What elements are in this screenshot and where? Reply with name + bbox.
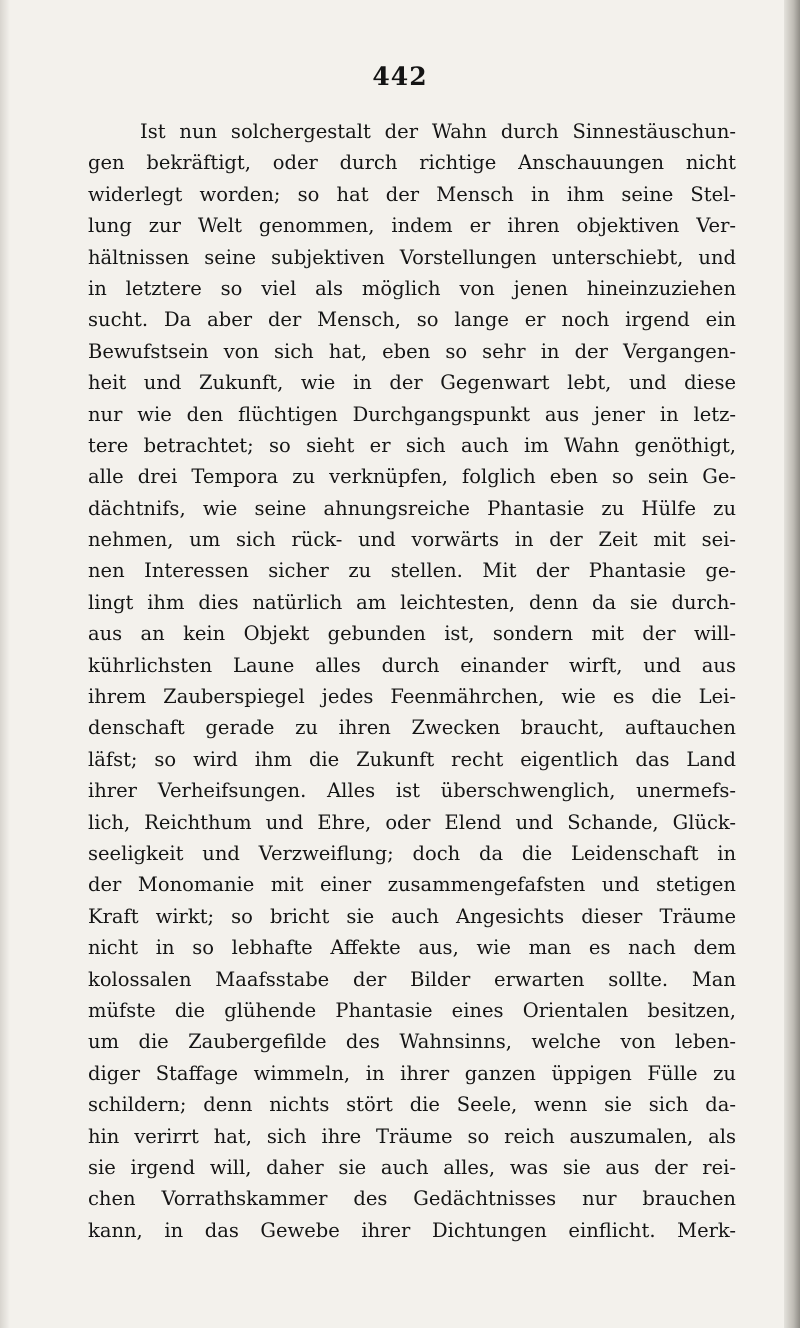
text-line: heit und Zukunft, wie in der Gegenwart lebt, und diese — [88, 371, 736, 395]
text-line: schildern; denn nichts stört die Seele, wenn sie sich da- — [88, 1093, 736, 1117]
text-line: sie irgend will, daher sie auch alles, was sie aus der rei- — [88, 1155, 736, 1179]
text-line: chen Vorrathskammer des Gedächtnisses nur brauchen — [88, 1187, 736, 1211]
page-number: 442 — [372, 62, 428, 91]
body-text — [88, 116, 736, 1246]
text-line: nicht in so lebhafte Affekte aus, wie man es nach dem — [88, 936, 736, 960]
text-line: tere betrachtet; so sieht er sich auch im Wahn genöthigt, — [88, 433, 736, 457]
text-line: um die Zaubergefilde des Wahnsinns, welche von leben- — [88, 1030, 736, 1054]
text-line: kührlichsten Laune alles durch einander wirft, und aus — [88, 653, 736, 677]
text-line: der Monomanie mit einer zusammengefafsten und stetigen — [88, 873, 736, 897]
text-line: Kraft wirkt; so bricht sie auch Angesichts dieser Träume — [88, 904, 736, 928]
text-line: alle drei Tempora zu verknüpfen, folglich eben so sein Ge- — [88, 465, 736, 489]
text-line: widerlegt worden; so hat der Mensch in ihm seine Stel- — [88, 182, 736, 206]
text-line: diger Staffage wimmeln, in ihrer ganzen üppigen Fülle zu — [88, 1061, 736, 1085]
text-line: lich, Reichthum und Ehre, oder Elend und Schande, Glück- — [88, 810, 736, 834]
text-line: hin verirrt hat, sich ihre Träume so reich auszumalen, als — [88, 1124, 736, 1148]
text-line: seeligkeit und Verzweiflung; doch da die Leidenschaft in — [88, 841, 736, 865]
text-line: nehmen, um sich rück- und vorwärts in der Zeit mit sei- — [88, 528, 736, 552]
text-line: läfst; so wird ihm die Zukunft recht eigentlich das Land — [88, 747, 736, 771]
text-line: in letztere so viel als möglich von jenen hineinzuziehen — [88, 276, 736, 300]
text-line: kann, in das Gewebe ihrer Dichtungen einflicht. Merk- — [88, 1218, 736, 1242]
text-line: nur wie den flüchtigen Durchgangspunkt aus jener in letz- — [88, 402, 736, 426]
text-line: Bewufstsein von sich hat, eben so sehr in der Vergangen- — [88, 339, 736, 363]
text-line: ihrer Verheifsungen. Alles ist überschwenglich, unermefs- — [88, 779, 736, 803]
text-line: lingt ihm dies natürlich am leichtesten, denn da sie durch- — [88, 590, 736, 614]
text-line: sucht. Da aber der Mensch, so lange er noch irgend ein — [88, 308, 736, 332]
text-line: müfste die glühende Phantasie eines Orientalen besitzen, — [88, 998, 736, 1022]
text-line: kolossalen Maafsstabe der Bilder erwarten sollte. Man — [88, 967, 736, 991]
text-line: dächtnifs, wie seine ahnungsreiche Phantasie zu Hülfe zu — [88, 496, 736, 520]
text-line: nen Interessen sicher zu stellen. Mit der Phantasie ge- — [88, 559, 736, 583]
text-line: ihrem Zauberspiegel jedes Feenmährchen, wie es die Lei- — [88, 685, 736, 709]
text-line: denschaft gerade zu ihren Zwecken braucht, auftauchen — [88, 716, 736, 740]
text-line: gen bekräftigt, oder durch richtige Anschauungen nicht — [88, 151, 736, 175]
page-gutter-shadow — [0, 0, 10, 1328]
text-line: Ist nun solchergestalt der Wahn durch Sinnestäuschun- — [140, 120, 736, 143]
text-line: aus an kein Objekt gebunden ist, sondern mit der will- — [88, 622, 736, 646]
text-line: lung zur Welt genommen, indem er ihren objektiven Ver- — [88, 214, 736, 238]
page-edge-shadow — [784, 0, 800, 1328]
text-line: hältnissen seine subjektiven Vorstellungen unterschiebt, und — [88, 245, 736, 269]
